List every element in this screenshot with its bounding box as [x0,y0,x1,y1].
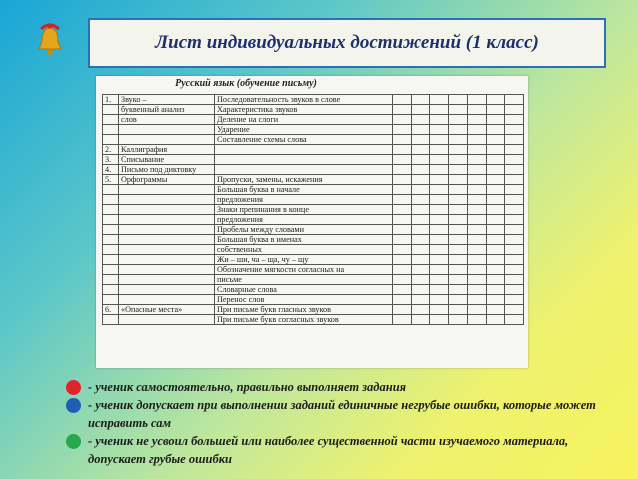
row-item: Деление на слоги [215,115,393,125]
row-section: Каллиграфия [119,145,215,155]
mark-cell [449,235,468,245]
mark-cell [449,305,468,315]
mark-cell [393,295,412,305]
row-number [103,295,119,305]
mark-cell [486,95,505,105]
mark-cell [467,225,486,235]
row-number: 6. [103,305,119,315]
mark-cell [393,235,412,245]
mark-cell [411,315,430,325]
mark-cell [467,185,486,195]
mark-cell [486,215,505,225]
mark-cell [393,255,412,265]
row-item: предложения [215,195,393,205]
mark-cell [430,145,449,155]
achievement-table [102,94,524,325]
mark-cell [467,155,486,165]
mark-cell [467,95,486,105]
legend-text: - ученик самостоятельно, правильно выполняет задания [88,380,407,394]
mark-cell [430,255,449,265]
mark-cell [430,155,449,165]
row-item: Обозначение мягкости согласных на [215,265,393,275]
mark-cell [467,135,486,145]
row-number: 1. [103,95,119,105]
mark-cell [411,195,430,205]
row-item: Жи – ши, ча – ща, чу – щу [215,255,393,265]
mark-cell [505,295,524,305]
mark-cell [486,165,505,175]
mark-cell [486,245,505,255]
legend-item [66,432,626,468]
mark-cell [430,185,449,195]
mark-cell [411,235,430,245]
mark-cell [486,315,505,325]
row-item: Характеристика звуков [215,105,393,115]
mark-cell [449,195,468,205]
mark-cell [486,305,505,315]
row-section [119,235,215,245]
row-number [103,315,119,325]
mark-cell [467,215,486,225]
row-section [119,205,215,215]
row-item: При письме букв гласных звуков [215,305,393,315]
mark-cell [505,95,524,105]
row-item: Ударение [215,125,393,135]
row-section [119,285,215,295]
row-item [215,155,393,165]
mark-cell [505,305,524,315]
mark-cell [430,195,449,205]
table-row [103,185,524,195]
row-number [103,265,119,275]
legend-text: - ученик не усвоил большей или наиболее существенной части изучаемого материала, допускает грубые ошибки [88,434,569,466]
mark-cell [449,105,468,115]
mark-cell [505,275,524,285]
mark-cell [486,175,505,185]
mark-cell [430,215,449,225]
mark-cell [505,265,524,275]
mark-cell [449,265,468,275]
mark-cell [505,255,524,265]
row-section: Орфограммы [119,175,215,185]
row-number [103,115,119,125]
mark-cell [393,105,412,115]
row-item: Знаки препинания в конце [215,205,393,215]
table-row [103,295,524,305]
green-dot-icon [66,434,81,449]
mark-cell [393,315,412,325]
mark-cell [430,295,449,305]
mark-cell [449,225,468,235]
mark-cell [449,315,468,325]
row-item: Пробелы между словами [215,225,393,235]
mark-cell [430,305,449,315]
row-section [119,275,215,285]
mark-cell [486,145,505,155]
row-section [119,125,215,135]
table-row [103,155,524,165]
mark-cell [430,205,449,215]
row-number: 2. [103,145,119,155]
row-number [103,275,119,285]
row-number: 4. [103,165,119,175]
mark-cell [486,235,505,245]
mark-cell [486,115,505,125]
row-number [103,225,119,235]
mark-cell [467,195,486,205]
mark-cell [505,145,524,155]
row-section: слов [119,115,215,125]
row-section: Списывание [119,155,215,165]
mark-cell [411,305,430,315]
mark-cell [411,285,430,295]
mark-cell [505,165,524,175]
table-row [103,285,524,295]
mark-cell [505,245,524,255]
mark-cell [467,115,486,125]
table-row [103,115,524,125]
mark-cell [393,165,412,175]
table-row [103,205,524,215]
mark-cell [411,125,430,135]
row-number [103,105,119,115]
mark-cell [505,105,524,115]
row-item: Составление схемы слова [215,135,393,145]
mark-cell [430,265,449,275]
row-section [119,295,215,305]
mark-cell [505,285,524,295]
mark-cell [411,115,430,125]
row-section [119,195,215,205]
mark-cell [449,275,468,285]
row-section [119,225,215,235]
row-item: собственных [215,245,393,255]
mark-cell [411,135,430,145]
mark-cell [505,315,524,325]
mark-cell [467,275,486,285]
mark-cell [393,115,412,125]
mark-cell [467,315,486,325]
table-row [103,275,524,285]
table-row [103,245,524,255]
red-dot-icon [66,380,81,395]
row-section [119,245,215,255]
table-row [103,215,524,225]
mark-cell [505,235,524,245]
mark-cell [411,275,430,285]
mark-cell [393,225,412,235]
mark-cell [449,135,468,145]
blue-dot-icon [66,398,81,413]
mark-cell [393,305,412,315]
legend [66,378,626,468]
mark-cell [430,275,449,285]
mark-cell [449,125,468,135]
mark-cell [505,225,524,235]
row-item: Большая буква в начале [215,185,393,195]
mark-cell [449,185,468,195]
legend-item [66,378,626,396]
table-row [103,165,524,175]
mark-cell [393,185,412,195]
row-section [119,185,215,195]
mark-cell [411,155,430,165]
table-row [103,235,524,245]
row-number [103,195,119,205]
row-item: Пропуски, замены, искажения [215,175,393,185]
mark-cell [467,175,486,185]
mark-cell [449,165,468,175]
row-number [103,245,119,255]
row-number: 5. [103,175,119,185]
mark-cell [430,315,449,325]
row-item: Последовательность звуков в слове [215,95,393,105]
mark-cell [467,265,486,275]
title-banner [88,18,606,68]
mark-cell [411,145,430,155]
page-title: Лист индивидуальных достижений (1 класс) [155,32,539,53]
table-row [103,175,524,185]
mark-cell [430,125,449,135]
mark-cell [486,285,505,295]
mark-cell [486,155,505,165]
mark-cell [449,245,468,255]
mark-cell [486,185,505,195]
mark-cell [430,245,449,255]
row-section [119,135,215,145]
mark-cell [393,95,412,105]
achievement-sheet [96,76,528,368]
mark-cell [449,255,468,265]
mark-cell [393,205,412,215]
row-section [119,255,215,265]
table-row [103,105,524,115]
mark-cell [467,245,486,255]
mark-cell [449,205,468,215]
mark-cell [449,155,468,165]
mark-cell [411,105,430,115]
row-number [103,135,119,145]
row-number [103,285,119,295]
row-number [103,205,119,215]
table-row [103,265,524,275]
mark-cell [393,145,412,155]
mark-cell [411,295,430,305]
mark-cell [449,175,468,185]
mark-cell [430,175,449,185]
mark-cell [449,295,468,305]
mark-cell [393,245,412,255]
mark-cell [393,155,412,165]
mark-cell [505,215,524,225]
table-row [103,145,524,155]
row-item: Большая буква в именах [215,235,393,245]
mark-cell [467,255,486,265]
row-number [103,185,119,195]
mark-cell [430,95,449,105]
mark-cell [467,205,486,215]
mark-cell [505,175,524,185]
mark-cell [467,125,486,135]
row-item: предложения [215,215,393,225]
row-section [119,215,215,225]
mark-cell [505,155,524,165]
mark-cell [505,115,524,125]
mark-cell [430,165,449,175]
row-number [103,235,119,245]
row-number [103,215,119,225]
table-row [103,95,524,105]
mark-cell [486,125,505,135]
row-item: письме [215,275,393,285]
row-section [119,315,215,325]
mark-cell [467,235,486,245]
mark-cell [430,115,449,125]
mark-cell [486,275,505,285]
row-number: 3. [103,155,119,165]
mark-cell [393,265,412,275]
row-number [103,125,119,135]
mark-cell [449,115,468,125]
mark-cell [411,205,430,215]
mark-cell [430,135,449,145]
mark-cell [486,295,505,305]
mark-cell [393,125,412,135]
mark-cell [430,105,449,115]
mark-cell [411,255,430,265]
mark-cell [430,235,449,245]
mark-cell [411,265,430,275]
mark-cell [430,225,449,235]
mark-cell [393,285,412,295]
mark-cell [486,135,505,145]
mark-cell [505,125,524,135]
mark-cell [430,285,449,295]
mark-cell [449,215,468,225]
row-section: «Опасные места» [119,305,215,315]
mark-cell [449,285,468,295]
mark-cell [486,255,505,265]
mark-cell [467,305,486,315]
table-title: Русский язык (обучение письму) [175,78,317,89]
mark-cell [411,215,430,225]
mark-cell [449,95,468,105]
row-item: При письме букв согласных звуков [215,315,393,325]
mark-cell [467,285,486,295]
mark-cell [411,185,430,195]
mark-cell [505,135,524,145]
table-row [103,305,524,315]
mark-cell [467,295,486,305]
row-section: Звуко – [119,95,215,105]
mark-cell [411,245,430,255]
mark-cell [486,195,505,205]
mark-cell [467,165,486,175]
legend-item [66,396,626,432]
row-section: Письмо под диктовку [119,165,215,175]
row-item [215,165,393,175]
mark-cell [486,205,505,215]
mark-cell [467,145,486,155]
table-row [103,315,524,325]
mark-cell [393,175,412,185]
mark-cell [411,95,430,105]
row-item: Перенос слов [215,295,393,305]
mark-cell [467,105,486,115]
table-row [103,195,524,205]
row-item: Словарные слова [215,285,393,295]
mark-cell [393,195,412,205]
mark-cell [393,135,412,145]
mark-cell [505,185,524,195]
mark-cell [411,175,430,185]
table-row [103,135,524,145]
row-section [119,265,215,275]
mark-cell [411,225,430,235]
mark-cell [393,215,412,225]
table-row [103,255,524,265]
mark-cell [505,195,524,205]
row-item [215,145,393,155]
mark-cell [486,265,505,275]
row-number [103,255,119,265]
bell-icon [36,22,64,58]
mark-cell [411,165,430,175]
table-row [103,125,524,135]
mark-cell [449,145,468,155]
mark-cell [505,205,524,215]
row-section: буквенный анализ [119,105,215,115]
table-row [103,225,524,235]
mark-cell [486,105,505,115]
mark-cell [393,275,412,285]
mark-cell [486,225,505,235]
legend-text: - ученик допускает при выполнении заданий единичные негрубые ошибки, которые может исправить сам [88,398,596,430]
